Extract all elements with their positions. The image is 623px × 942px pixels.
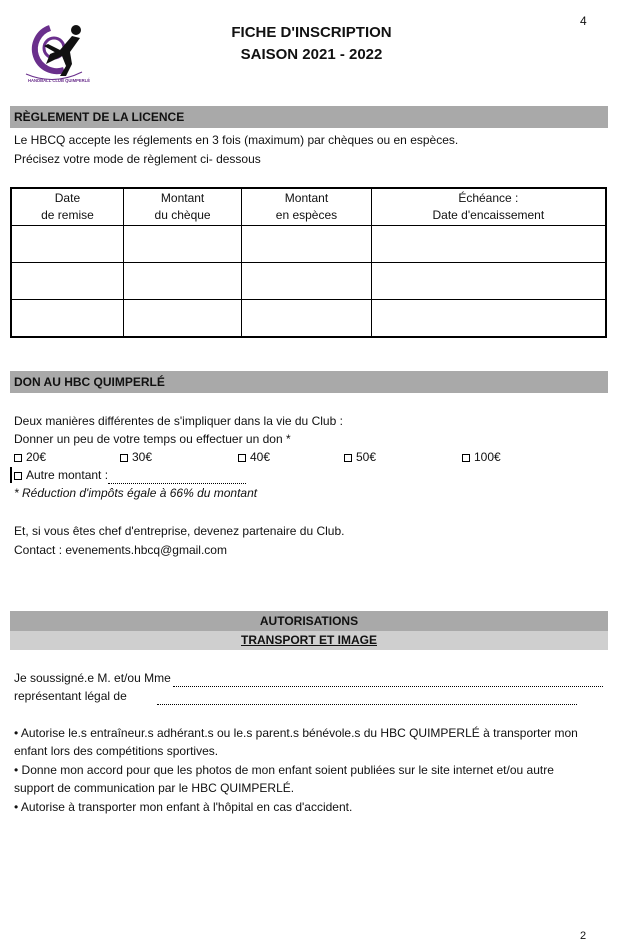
table-row (11, 263, 606, 300)
checkbox-icon (238, 454, 246, 462)
don-section-heading: DON AU HBC QUIMPERLÉ (10, 371, 608, 393)
don-footnote: * Réduction d'impôts égale à 66% du montant (14, 486, 258, 500)
payment-table (10, 187, 607, 338)
bullet-3: • Autorise à transporter mon enfant à l'hôpital en cas d'accident. (14, 800, 353, 814)
table-cell[interactable] (371, 226, 606, 263)
checkbox-icon (14, 454, 22, 462)
form-title: FICHE D'INSCRIPTION (231, 24, 392, 41)
table-cell[interactable] (11, 300, 123, 338)
table-cell[interactable] (123, 263, 241, 300)
table-row (11, 300, 606, 338)
licence-section-heading: RÈGLEMENT DE LA LICENCE (10, 106, 608, 128)
svg-text:HANDBALL CLUB QUIMPERLÉ: HANDBALL CLUB QUIMPERLÉ (28, 78, 91, 83)
table-cell[interactable] (242, 263, 371, 300)
header-echeance: Échéance : Date d'encaissement (371, 188, 606, 226)
checkbox-icon (14, 472, 22, 480)
bullet-2-line-2: support de communication par le HBC QUIMPERLÉ. (14, 781, 295, 795)
don-text-1: Deux manières différentes de s'impliquer dans la vie du Club : (14, 414, 343, 428)
table-cell[interactable] (371, 263, 606, 300)
representant-field[interactable] (157, 704, 577, 705)
header-cheque: Montant du chèque (123, 188, 241, 226)
header-especes: Montant en espèces (242, 188, 371, 226)
table-cell[interactable] (123, 300, 241, 338)
table-cell[interactable] (242, 300, 371, 338)
don-option-40[interactable]: 40€ (238, 450, 270, 464)
page-number-top: 4 (580, 14, 587, 28)
don-option-20[interactable]: 20€ (14, 450, 46, 464)
bullet-2-line-1: • Donne mon accord pour que les photos de mon enfant soient publiées sur le site internet et/ou autre (14, 763, 554, 777)
don-option-other[interactable]: Autre montant : (14, 466, 246, 484)
bullet-1-line-1: • Autorise le.s entraîneur.s adhérant.s ou le.s parent.s bénévole.s du HBC QUIMPERLÉ à transporter mon (14, 726, 578, 740)
header-date: Date de remise (11, 188, 123, 226)
licence-text-1: Le HBCQ accepte les réglements en 3 fois (maximum) par chèques ou en espèces. (14, 133, 459, 147)
bullet-1-line-2: enfant lors des compétitions sportives. (14, 744, 219, 758)
contact-text: Contact : evenements.hbcq@gmail.com (14, 543, 227, 557)
licence-text-2: Précisez votre mode de règlement ci- dessous (14, 152, 261, 166)
checkbox-icon (120, 454, 128, 462)
season-title: SAISON 2021 - 2022 (240, 46, 383, 63)
table-cell[interactable] (242, 226, 371, 263)
table-cell[interactable] (123, 226, 241, 263)
checkbox-icon (344, 454, 352, 462)
don-option-50[interactable]: 50€ (344, 450, 376, 464)
representant-line: représentant légal de (14, 687, 577, 705)
don-text-2: Donner un peu de votre temps ou effectuer un don * (14, 432, 291, 446)
table-cell[interactable] (11, 263, 123, 300)
transport-image-heading: TRANSPORT ET IMAGE (10, 631, 608, 650)
table-cell[interactable] (371, 300, 606, 338)
table-row (11, 226, 606, 263)
partner-text: Et, si vous êtes chef d'entreprise, devenez partenaire du Club. (14, 524, 345, 538)
don-option-100[interactable]: 100€ (462, 450, 501, 464)
page-number-bottom: 2 (580, 930, 587, 942)
soussigne-line: Je soussigné.e M. et/ou Mme (14, 669, 603, 687)
don-option-30[interactable]: 30€ (120, 450, 152, 464)
text-cursor (10, 467, 12, 483)
table-cell[interactable] (11, 226, 123, 263)
checkbox-icon (462, 454, 470, 462)
autorisations-heading: AUTORISATIONS (10, 611, 608, 631)
